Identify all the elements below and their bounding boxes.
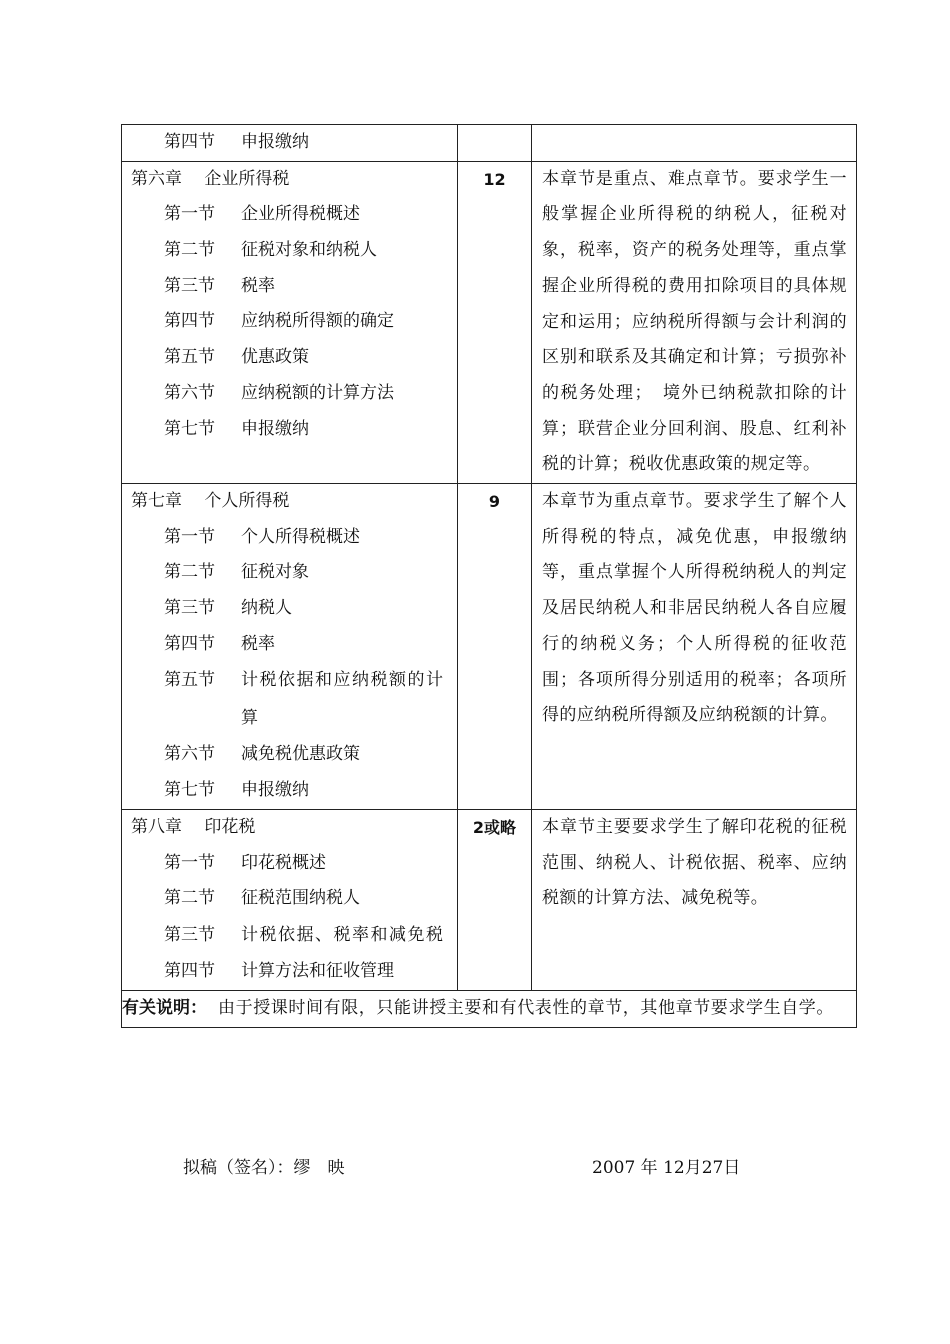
section-number: 第四节 [164,311,215,332]
remarks-label: 有关说明： [122,998,207,1019]
hours-value: 2或略 [472,817,517,837]
section-number: 第五节 [164,670,215,691]
section-title: 征税对象 [241,562,309,583]
hours-cell [458,809,532,990]
hours-value: 12 [483,169,506,189]
table-row [122,484,857,810]
hours-cell [458,125,532,162]
chapter-title: 第六章 企业所得税 [131,168,290,189]
section-title: 申报缴纳 [241,418,309,439]
section-number: 第四节 [164,132,215,152]
section-title: 纳税人 [241,598,292,619]
section-title: 税率 [241,275,275,296]
section-number: 第二节 [164,562,215,583]
chapter-cell [122,161,458,483]
section-title: 征税对象和纳税人 [241,240,377,261]
chapter-description: 本章节主要要求学生了解印花税的征税范围、纳税人、计税依据、税率、应纳税额的计算方法、减免税等。 [542,816,847,909]
table-row [122,125,857,162]
section-number: 第三节 [164,598,215,619]
signature-date: 2007 年 12月27日 [592,1158,741,1178]
chapter-cell [122,125,458,162]
signature-line [183,1150,803,1186]
description-cell [532,125,857,162]
section-item [122,881,457,917]
section-item [122,269,457,305]
section-title: 申报缴纳 [241,780,309,801]
section-item [122,304,457,340]
section-number: 第二节 [164,888,215,909]
section-item [122,591,457,627]
section-item [122,412,457,448]
section-title: 应纳税所得额的确定 [241,311,394,332]
note-cell [122,991,857,1028]
section-title: 个人所得税概述 [241,526,360,547]
section-title: 计算方法和征收管理 [241,961,394,982]
section-title: 企业所得税概述 [241,204,360,225]
section-item [122,555,457,591]
section-title: 申报缴纳 [241,132,309,152]
section-number: 第二节 [164,240,215,261]
section-item [122,846,457,882]
description-cell [532,484,857,810]
chapter-cell [122,809,458,990]
section-number: 第七节 [164,418,215,439]
chapter-description: 本章节为重点章节。要求学生了解个人所得税的特点，减免优惠，申报缴纳等，重点掌握个人所得税纳税人的判定及居民纳税人和非居民纳税人各自应履行的纳税义务；个人所得税的征收范围；各项所得分别适用的税率；各项所得的应纳税所得额及应纳税额的计算。 [542,491,847,726]
section-item [122,737,457,773]
drafter-signature: 拟稿（签名）：缪 映 [183,1158,345,1178]
remarks [122,991,856,1027]
section-title: 征税范围纳税人 [241,888,360,909]
hours-cell [458,161,532,483]
section-item [122,627,457,663]
table-row [122,809,857,990]
syllabus-table [121,124,857,1028]
section-item [122,340,457,376]
section-title: 应纳税额的计算方法 [241,382,394,403]
section-number: 第五节 [164,347,215,368]
section-item [122,376,457,412]
section-number: 第六节 [164,744,215,765]
chapter-title: 第八章 印花税 [131,816,256,837]
description-cell [532,161,857,483]
section-item [122,197,457,233]
section-number: 第三节 [164,924,215,945]
section-item [122,520,457,556]
section-item [122,125,457,161]
section-title: 计税依据、税率和减免税 [241,924,445,945]
section-number: 第一节 [164,204,215,225]
section-number: 第一节 [164,526,215,547]
remarks-text: 由于授课时间有限，只能讲授主要和有代表性的章节，其他章节要求学生自学。 [218,998,834,1019]
section-number: 第一节 [164,852,215,873]
section-title: 税率 [241,633,275,654]
chapter-description: 本章节是重点、难点章节。要求学生一般掌握企业所得税的纳税人，征税对象，税率，资产的税务处理等，重点掌握企业所得税的费用扣除项目的具体规定和运用；应纳税所得额与会计利润的区别和联系及其确定和计算；亏损弥补的税务处理； 境外已纳税款扣除的计算；联营企业分回利润、股息、红利补税的计算；税收优惠政策的规定等。 [542,168,847,475]
section-item [122,917,457,955]
section-number: 第六节 [164,382,215,403]
description-cell [532,809,857,990]
table-row [122,991,857,1028]
table-row [122,161,857,483]
section-number: 第四节 [164,961,215,982]
section-item [122,233,457,269]
section-number: 第三节 [164,275,215,296]
chapter-cell [122,484,458,810]
section-item [122,773,457,809]
hours-value: 9 [488,492,501,512]
section-title: 印花税概述 [241,852,326,873]
section-item [122,662,457,737]
hours-cell [458,484,532,810]
section-item [122,954,457,990]
section-title: 优惠政策 [241,347,309,368]
section-title: 计税依据和应纳税额的计算 [241,670,445,728]
chapter-title: 第七章 个人所得税 [131,491,290,512]
section-number: 第七节 [164,780,215,801]
section-number: 第四节 [164,633,215,654]
section-title: 减免税优惠政策 [241,744,360,765]
